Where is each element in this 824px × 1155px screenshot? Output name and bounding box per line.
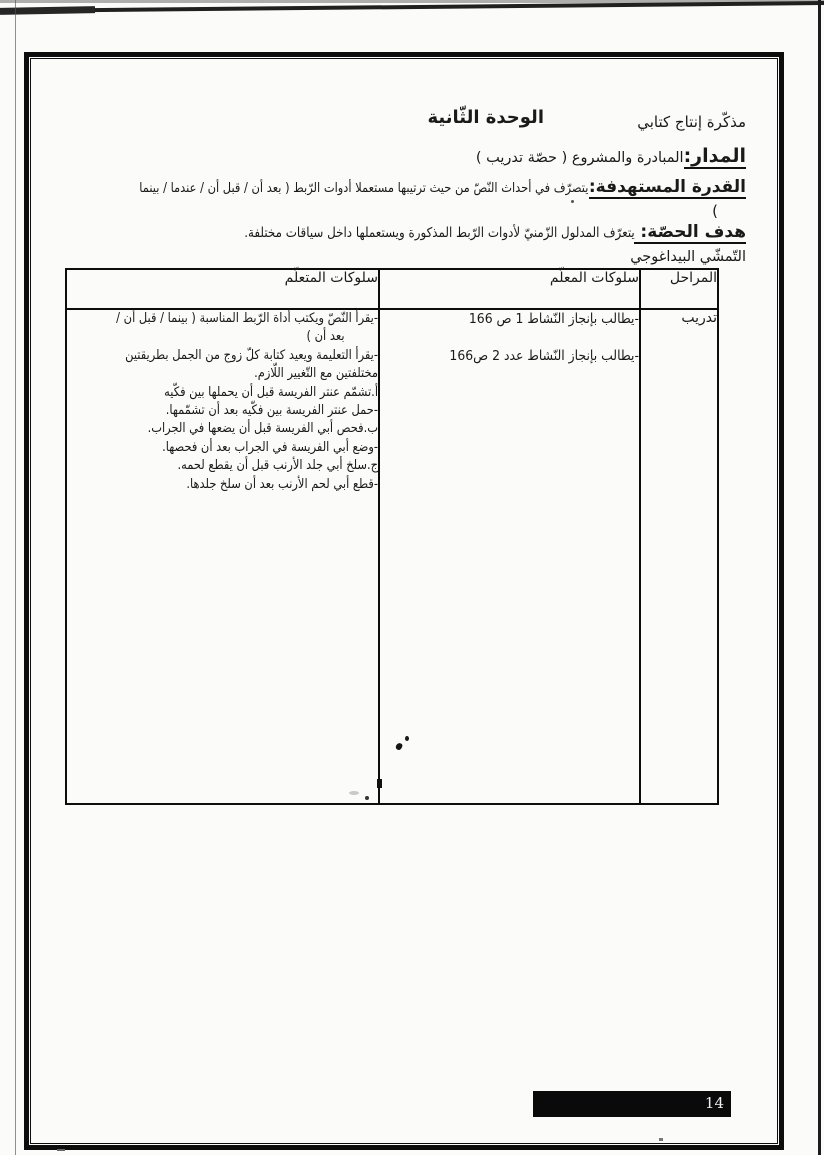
target-ability-value: يتصرّف في أحداث النّصّ من حيث ترتيبها مستعملا أدوات الرّبط ( بعد أن / قبل أن / عندما / بينما <box>139 181 589 196</box>
page-edge-line-right <box>818 0 821 1155</box>
ink-speckle <box>377 779 382 788</box>
target-ability-line <box>78 177 746 197</box>
learner-line: أ.تشمّم عنتر الفريسة قبل أن يحملها بين فكّيه <box>164 384 378 400</box>
ink-speckle <box>349 791 359 795</box>
header-cell-teacher: سلوكات المعلّم <box>379 269 640 309</box>
ink-speckle <box>365 796 369 800</box>
teacher-line: -يطالب بإنجاز النّشاط عدد 2 ص166 <box>449 348 639 364</box>
page-number-bar <box>533 1091 731 1117</box>
page-edge-line-left <box>15 0 16 1155</box>
target-ability-label: القدرة المستهدفة: <box>588 177 746 197</box>
learner-behaviors-cell <box>66 309 379 804</box>
learner-line: بعد أن ) <box>306 329 345 345</box>
header-cell-learner: سلوكات المتعلّم <box>66 269 379 309</box>
ink-speckle <box>57 1149 65 1151</box>
stage-cell: تدريب <box>640 309 718 804</box>
learner-line: ج.سلخ أبي جلد الأرنب قبل أن يقطع لحمه. <box>177 458 378 474</box>
field-value: المبادرة والمشروع ( حصّة تدريب ) <box>475 150 684 166</box>
memo-type-title: مذكّرة إنتاج كتابي <box>637 113 746 131</box>
ink-speckle <box>405 736 409 741</box>
table-header-row <box>66 269 718 309</box>
field-label: المدار: <box>683 145 746 167</box>
pedagogy-heading: التّمشّي البيداغوجي <box>630 249 746 265</box>
unit-title: الوحدة الثّانية <box>427 107 544 128</box>
teacher-behaviors-cell <box>379 309 640 804</box>
session-goal-line <box>191 222 746 242</box>
field-line <box>476 145 746 167</box>
learner-line: -يقرأ التعليمة ويعيد كتابة كلّ زوج من الجمل بطريقتين <box>125 347 378 363</box>
learner-line: -حمل عنتر الفريسة بين فكّيه بعد أن تشمّمها. <box>165 403 378 419</box>
learner-line: -قطع أبي لحم الأرنب بعد أن سلخ جلدها. <box>186 476 378 492</box>
lesson-plan-table <box>65 268 719 805</box>
learner-line: -يقرأ النّصّ ويكتب أداة الرّبط المناسبة ( بينما / قبل أن / <box>116 311 379 326</box>
learner-line: ب.فحص أبي الفريسة قبل أن يضعها في الجراب. <box>147 421 378 437</box>
learner-line: -وضع أبي الفريسة في الجراب بعد أن فحصها. <box>162 439 378 455</box>
teacher-line: -يطالب بإنجاز النّشاط 1 ص 166 <box>468 311 639 327</box>
table-row <box>66 309 718 804</box>
target-ability-continuation: ) <box>712 202 718 220</box>
session-goal-label: هدف الحصّة: <box>634 222 746 244</box>
page-number: 14 <box>704 1094 724 1112</box>
header-cell-stages: المراحل <box>640 269 718 309</box>
ink-speckle <box>659 1138 663 1141</box>
learner-line: مختلفتين مع التّغيير اللّازم. <box>254 366 378 382</box>
ink-speckle <box>571 200 574 203</box>
session-goal-value: يتعرّف المدلول الزّمنيّ لأدوات الرّبط المذكورة ويستعملها داخل سياقات مختلفة. <box>243 225 635 241</box>
